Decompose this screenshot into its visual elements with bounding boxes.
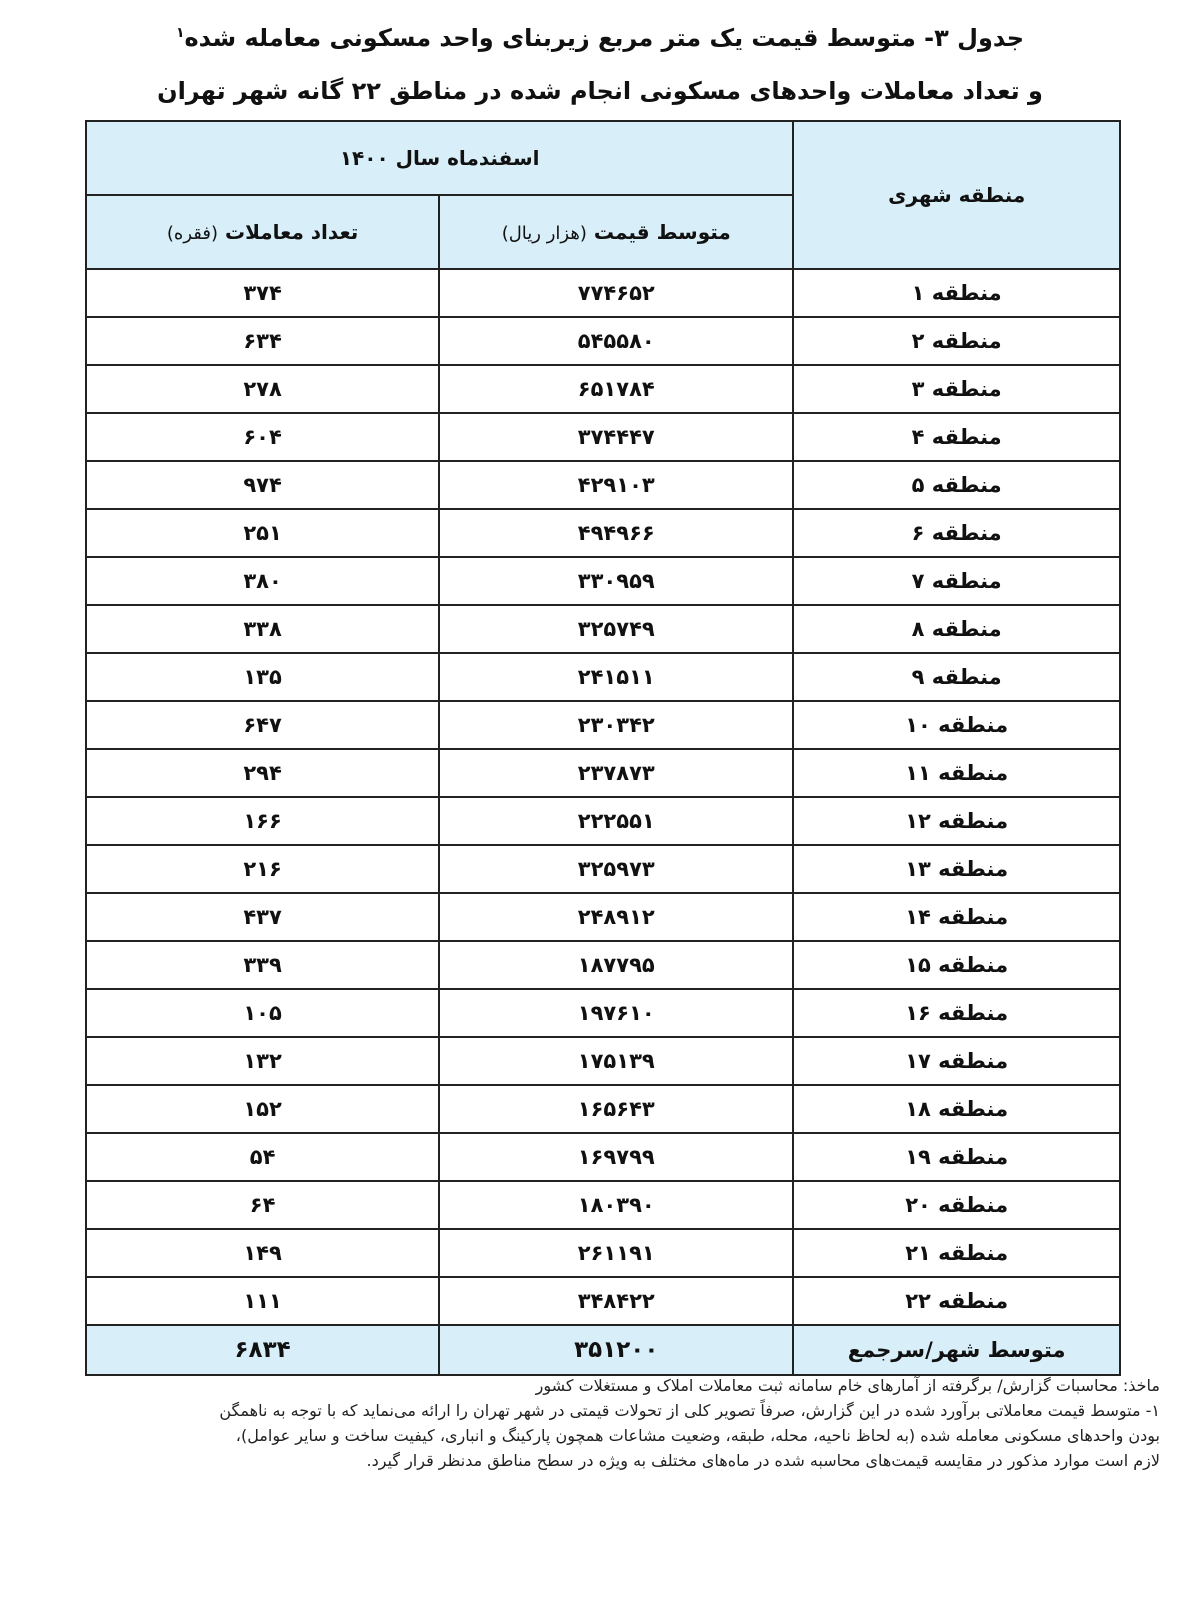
price-cell: ۲۲۲۵۵۱ xyxy=(439,797,793,845)
price-cell: ۳۲۵۹۷۳ xyxy=(439,845,793,893)
table-row xyxy=(86,1085,1120,1133)
price-cell: ۱۸۰۳۹۰ xyxy=(439,1181,793,1229)
count-cell: ۲۱۶ xyxy=(86,845,439,893)
price-cell: ۲۴۱۵۱۱ xyxy=(439,653,793,701)
region-cell: منطقه ۱۱ xyxy=(793,749,1120,797)
count-cell: ۶۴۷ xyxy=(86,701,439,749)
table-row xyxy=(86,461,1120,509)
header-price-unit: (هزار ریال) xyxy=(501,223,587,244)
region-cell: منطقه ۴ xyxy=(793,413,1120,461)
table-row xyxy=(86,509,1120,557)
count-cell: ۲۹۴ xyxy=(86,749,439,797)
region-cell: منطقه ۱۴ xyxy=(793,893,1120,941)
price-cell: ۱۶۹۷۹۹ xyxy=(439,1133,793,1181)
count-cell: ۵۴ xyxy=(86,1133,439,1181)
table-row xyxy=(86,1037,1120,1085)
footnote-line-3: لازم است موارد مذکور در مقایسه قیمت‌های محاسبه شده در ماه‌های مختلف به ویژه در سطح مناطق مدنظر قرار گیرد. xyxy=(366,1451,1160,1470)
footnote-line-2: بودن واحدهای مسکونی معامله شده (به لحاظ ناحیه، محله، طبقه، وضعیت مشاعات همچون پارکینگ و انباری، کیفیت ساخت و سایر عوامل)، xyxy=(235,1426,1160,1445)
count-cell: ۳۷۴ xyxy=(86,269,439,317)
price-cell: ۲۳۷۸۷۳ xyxy=(439,749,793,797)
table-row xyxy=(86,1133,1120,1181)
region-cell: منطقه ۲۱ xyxy=(793,1229,1120,1277)
region-cell: منطقه ۱۹ xyxy=(793,1133,1120,1181)
header-count-unit: (فقره) xyxy=(166,223,219,244)
table-row xyxy=(86,893,1120,941)
count-cell: ۲۷۸ xyxy=(86,365,439,413)
count-cell: ۹۷۴ xyxy=(86,461,439,509)
price-cell: ۲۳۰۳۴۲ xyxy=(439,701,793,749)
price-cell: ۱۸۷۷۹۵ xyxy=(439,941,793,989)
price-cell: ۳۲۵۷۴۹ xyxy=(439,605,793,653)
table-row xyxy=(86,1229,1120,1277)
region-cell: منطقه ۲۲ xyxy=(793,1277,1120,1325)
source-note: ماخذ: محاسبات گزارش/ برگرفته از آمارهای خام سامانه ثبت معاملات املاک و مستغلات کشور xyxy=(535,1376,1160,1395)
header-period: اسفندماه سال ۱۴۰۰ xyxy=(86,121,793,195)
region-cell: منطقه ۱۲ xyxy=(793,797,1120,845)
price-cell: ۶۵۱۷۸۴ xyxy=(439,365,793,413)
price-cell: ۳۴۸۴۲۲ xyxy=(439,1277,793,1325)
count-cell: ۱۱۱ xyxy=(86,1277,439,1325)
region-cell: منطقه ۲ xyxy=(793,317,1120,365)
table-row xyxy=(86,701,1120,749)
count-cell: ۱۰۵ xyxy=(86,989,439,1037)
region-cell: منطقه ۱۰ xyxy=(793,701,1120,749)
region-cell: منطقه ۱۶ xyxy=(793,989,1120,1037)
total-price: ۳۵۱۲۰۰ xyxy=(439,1325,793,1375)
table-body xyxy=(86,269,1120,1325)
region-cell: منطقه ۱۳ xyxy=(793,845,1120,893)
price-cell: ۵۴۵۵۸۰ xyxy=(439,317,793,365)
notes-section xyxy=(30,1373,1160,1473)
price-cell: ۷۷۴۶۵۲ xyxy=(439,269,793,317)
table-row xyxy=(86,413,1120,461)
price-cell: ۴۹۴۹۶۶ xyxy=(439,509,793,557)
table-title xyxy=(0,10,1200,108)
title-footnote-mark: ۱ xyxy=(175,25,185,41)
region-cell: منطقه ۱ xyxy=(793,269,1120,317)
table-row xyxy=(86,1277,1120,1325)
price-cell: ۱۶۵۶۴۳ xyxy=(439,1085,793,1133)
count-cell: ۱۳۵ xyxy=(86,653,439,701)
price-cell: ۱۷۵۱۳۹ xyxy=(439,1037,793,1085)
region-cell: منطقه ۱۸ xyxy=(793,1085,1120,1133)
table-row xyxy=(86,797,1120,845)
price-table xyxy=(85,120,1121,1376)
table-row xyxy=(86,845,1120,893)
count-cell: ۶۴ xyxy=(86,1181,439,1229)
footnote-line-1: ۱- متوسط قیمت معاملاتی برآورد شده در این گزارش، صرفاً تصویر کلی از تحولات قیمتی در شهر تهران را ارائه می‌نماید که با توجه به ناهمگن xyxy=(219,1401,1160,1420)
title-text-1: جدول ۳- متوسط قیمت یک متر مربع زیربنای واحد مسکونی معامله شده xyxy=(184,24,1025,52)
table-row xyxy=(86,653,1120,701)
count-cell: ۱۵۲ xyxy=(86,1085,439,1133)
region-cell: منطقه ۶ xyxy=(793,509,1120,557)
price-cell: ۲۶۱۱۹۱ xyxy=(439,1229,793,1277)
region-cell: منطقه ۲۰ xyxy=(793,1181,1120,1229)
header-price-label: متوسط قیمت xyxy=(593,220,731,244)
table-row xyxy=(86,269,1120,317)
count-cell: ۱۳۲ xyxy=(86,1037,439,1085)
table-row xyxy=(86,941,1120,989)
count-cell: ۴۳۷ xyxy=(86,893,439,941)
count-cell: ۳۳۹ xyxy=(86,941,439,989)
table-row xyxy=(86,605,1120,653)
title-line-1 xyxy=(0,16,1200,50)
table-row xyxy=(86,557,1120,605)
count-cell: ۲۵۱ xyxy=(86,509,439,557)
region-cell: منطقه ۵ xyxy=(793,461,1120,509)
price-cell: ۴۲۹۱۰۳ xyxy=(439,461,793,509)
table-row xyxy=(86,317,1120,365)
count-cell: ۶۰۴ xyxy=(86,413,439,461)
title-line-2: و تعداد معاملات واحدهای مسکونی انجام شده در مناطق ۲۲ گانه شهر تهران xyxy=(157,77,1043,105)
total-row xyxy=(86,1325,1120,1375)
header-region: منطقه شهری xyxy=(793,121,1120,269)
price-cell: ۲۴۸۹۱۲ xyxy=(439,893,793,941)
count-cell: ۳۸۰ xyxy=(86,557,439,605)
table-row xyxy=(86,749,1120,797)
count-cell: ۱۶۶ xyxy=(86,797,439,845)
region-cell: منطقه ۱۵ xyxy=(793,941,1120,989)
header-price xyxy=(439,195,793,269)
region-cell: منطقه ۱۷ xyxy=(793,1037,1120,1085)
header-count-label: تعداد معاملات xyxy=(224,220,359,244)
header-count xyxy=(86,195,439,269)
price-cell: ۳۷۴۴۴۷ xyxy=(439,413,793,461)
price-cell: ۱۹۷۶۱۰ xyxy=(439,989,793,1037)
count-cell: ۳۳۸ xyxy=(86,605,439,653)
region-cell: منطقه ۸ xyxy=(793,605,1120,653)
price-cell: ۳۳۰۹۵۹ xyxy=(439,557,793,605)
region-cell: منطقه ۹ xyxy=(793,653,1120,701)
region-cell: منطقه ۷ xyxy=(793,557,1120,605)
total-region: متوسط شهر/سرجمع xyxy=(793,1325,1120,1375)
count-cell: ۶۳۴ xyxy=(86,317,439,365)
total-count: ۶۸۳۴ xyxy=(86,1325,439,1375)
region-cell: منطقه ۳ xyxy=(793,365,1120,413)
table-row xyxy=(86,989,1120,1037)
count-cell: ۱۴۹ xyxy=(86,1229,439,1277)
table-row xyxy=(86,1181,1120,1229)
table-row xyxy=(86,365,1120,413)
